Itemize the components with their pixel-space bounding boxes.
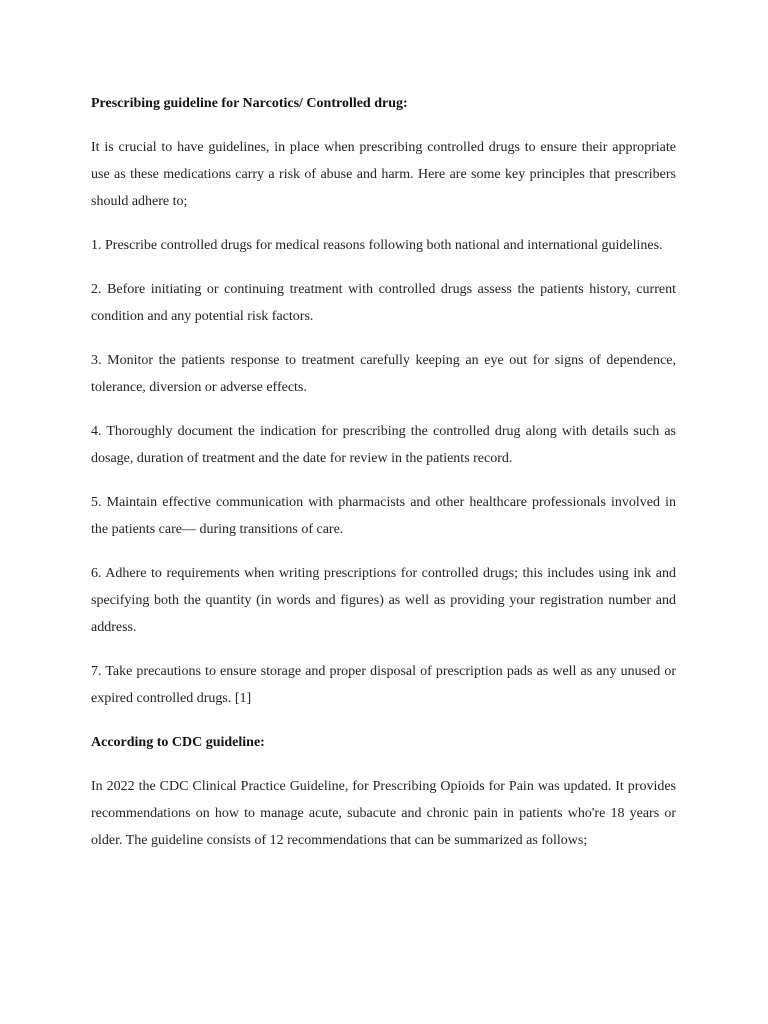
principle-4: 4. Thoroughly document the indication for prescribing the controlled drug along with details such as dosage, duration of treatment and the date for review in the patients record.: [91, 424, 676, 466]
principle-2: 2. Before initiating or continuing treatment with controlled drugs assess the patients history, current condition and any potential risk factors.: [91, 282, 676, 324]
document-body: [91, 90, 676, 871]
section-heading-narcotics: Prescribing guideline for Narcotics/ Controlled drug:: [91, 96, 408, 111]
principle-6: 6. Adhere to requirements when writing prescriptions for controlled drugs; this includes using ink and specifying both the quantity (in words and figures) as well as providing your registration number and address.: [91, 566, 676, 635]
intro-paragraph: It is crucial to have guidelines, in place when prescribing controlled drugs to ensure their appropriate use as these medications carry a risk of abuse and harm. Here are some key principles that prescribers should adhere to;: [91, 140, 676, 209]
section-heading-cdc: According to CDC guideline:: [91, 735, 265, 750]
principle-1: 1. Prescribe controlled drugs for medical reasons following both national and international guidelines.: [91, 238, 663, 253]
principle-3: 3. Monitor the patients response to treatment carefully keeping an eye out for signs of dependence, tolerance, diversion or adverse effects.: [91, 353, 676, 395]
principle-7: 7. Take precautions to ensure storage and proper disposal of prescription pads as well as any unused or expired controlled drugs. [1]: [91, 664, 676, 706]
cdc-paragraph: In 2022 the CDC Clinical Practice Guideline, for Prescribing Opioids for Pain was updated. It provides recommendations on how to manage acute, subacute and chronic pain in patients who're 18 years or older. The guideline consists of 12 recommendations that can be summarized as follows;: [91, 779, 676, 848]
principle-5: 5. Maintain effective communication with pharmacists and other healthcare professionals involved in the patients care— during transitions of care.: [91, 495, 676, 537]
